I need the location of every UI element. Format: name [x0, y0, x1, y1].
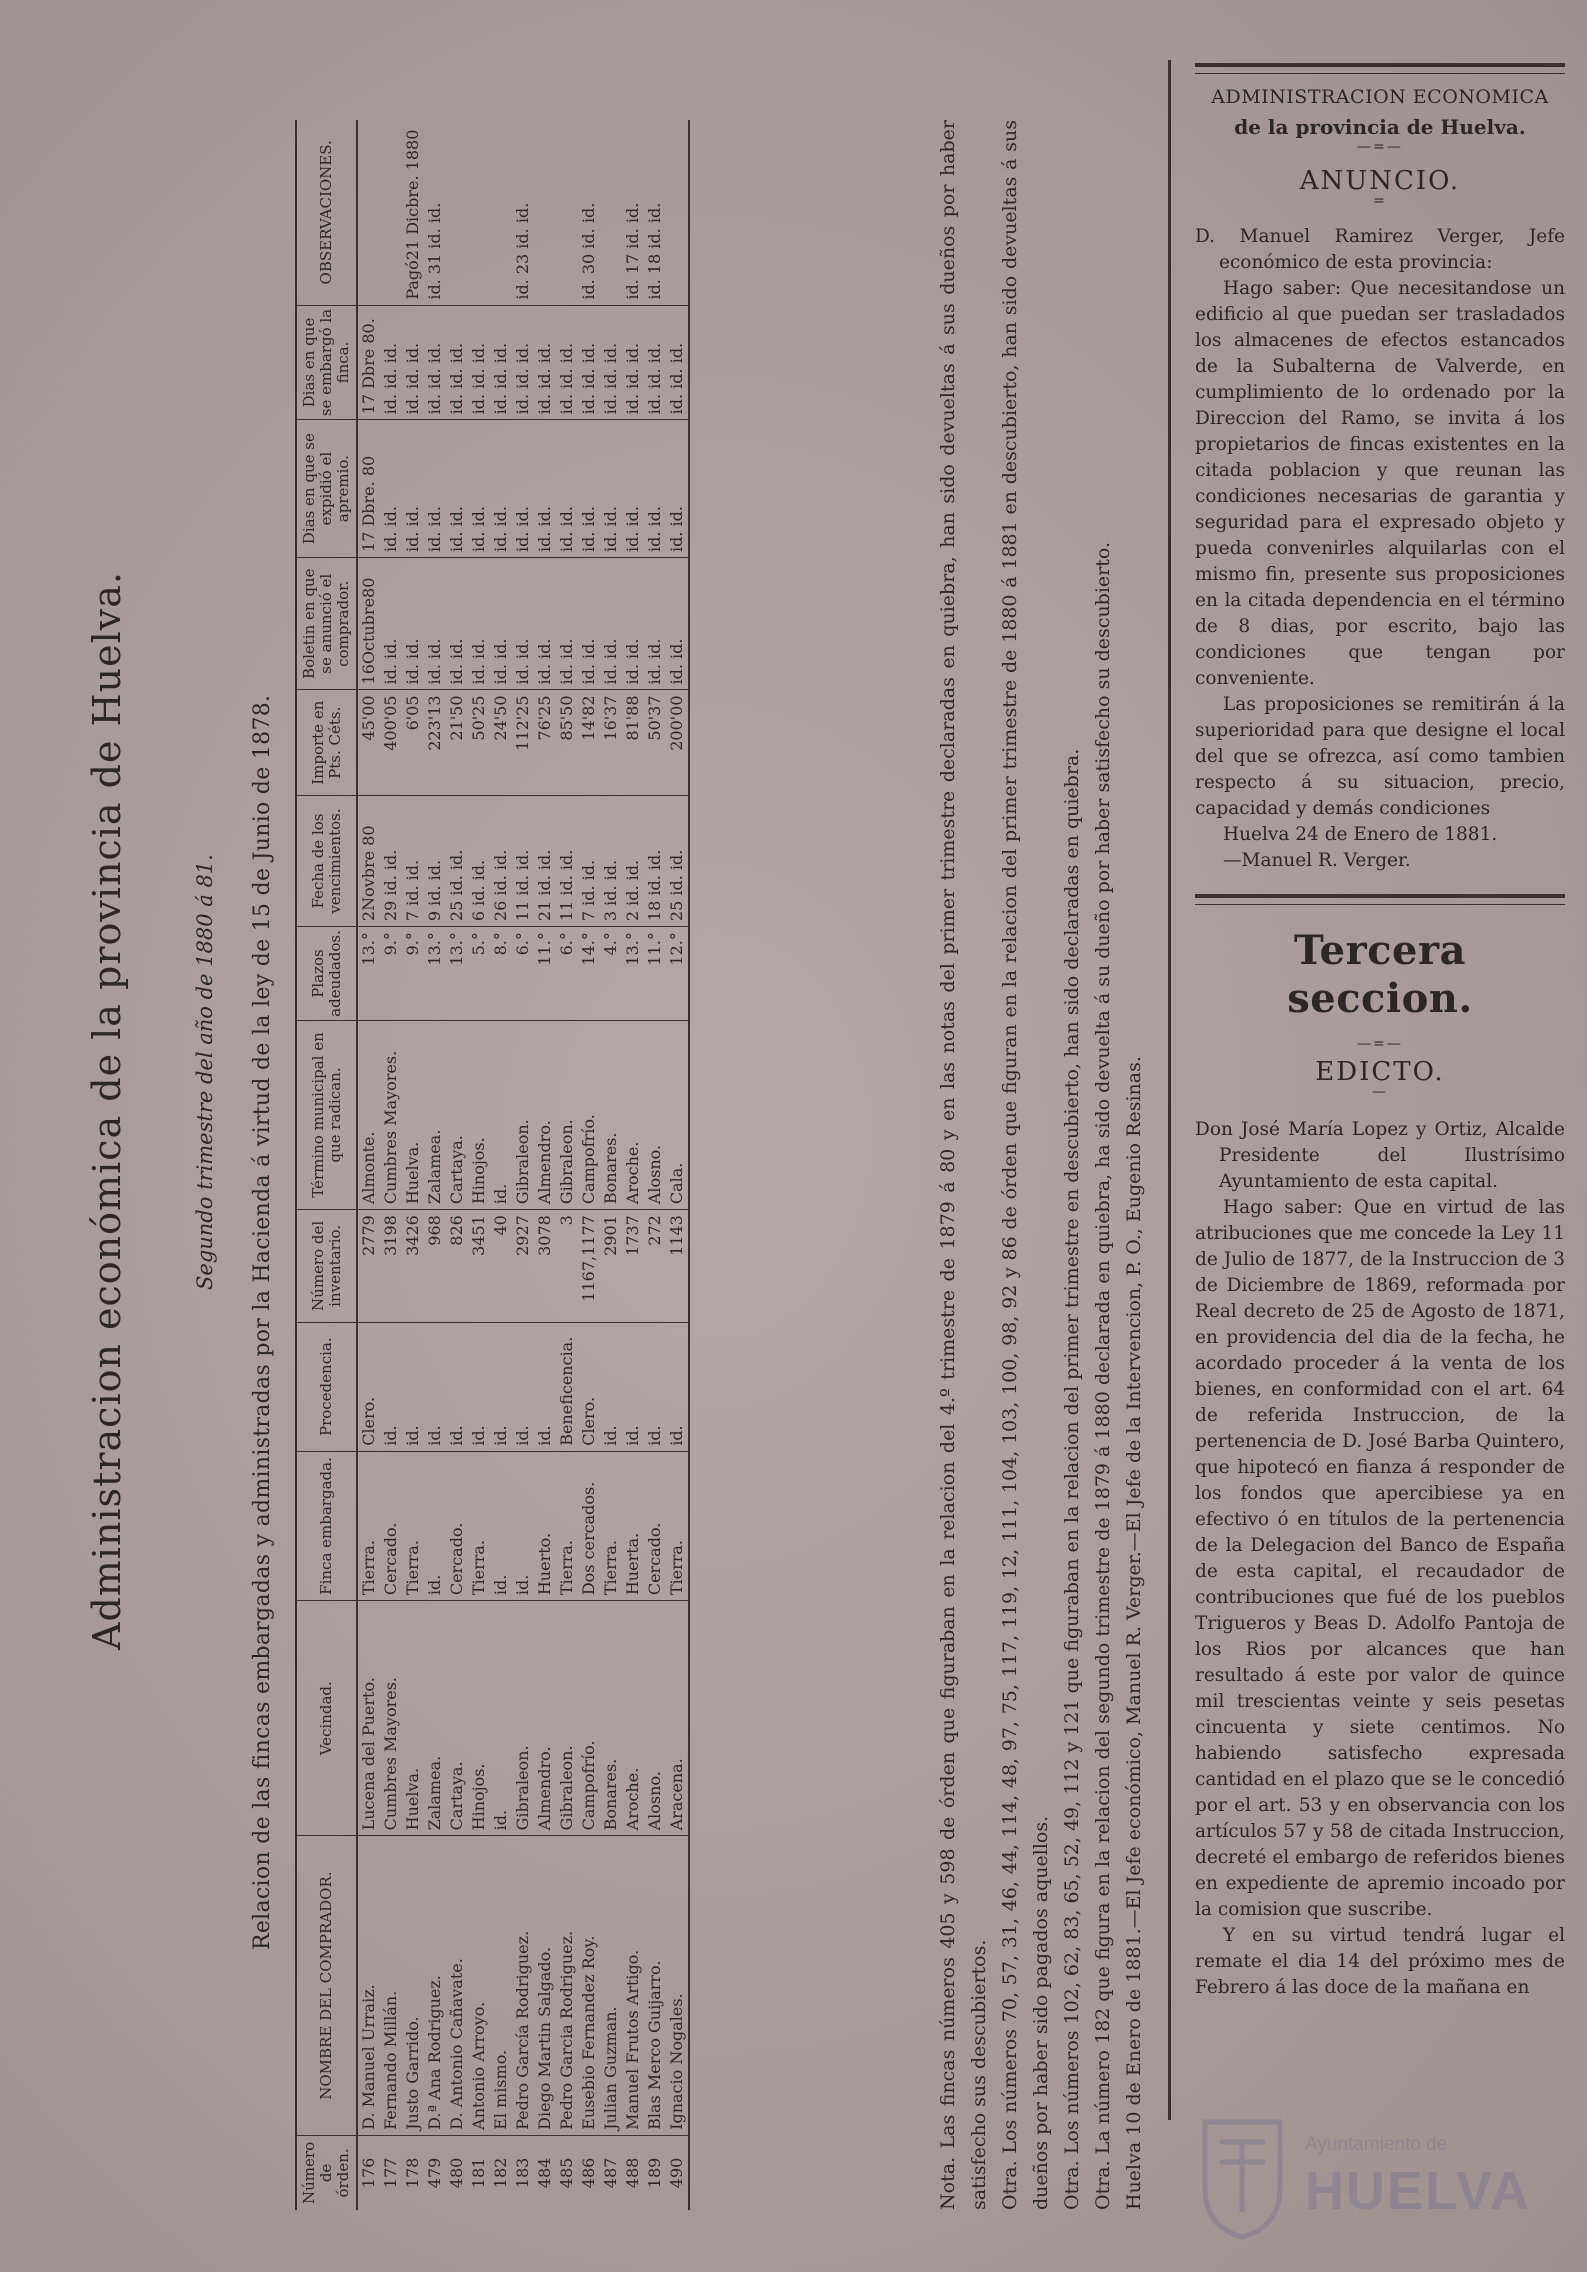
cell-finca: Tierra. — [666, 1451, 689, 1600]
rotated-table-section — [85, 70, 1200, 2250]
cell-embargo: id. id. id. — [666, 305, 689, 420]
cell-embargo: id. id. id. — [402, 305, 424, 420]
cell-fecha: 11 id. id. — [556, 795, 578, 926]
section-rule — [1195, 894, 1565, 905]
cell-termino: Almendro. — [534, 1020, 556, 1209]
cell-importe: 14'82 — [578, 690, 600, 795]
cell-finca: Tierra. — [357, 1451, 380, 1600]
cell-termino: Aroche. — [622, 1020, 644, 1209]
cell-procedencia: id. — [600, 1322, 622, 1451]
cell-embargo: id. id. id. — [446, 305, 468, 420]
cell-boletin: id. id. — [578, 557, 600, 690]
cell-num: 183 — [513, 2157, 532, 2189]
note-paragraph: Otra. Los números 102, 62, 83, 65, 52, 49, 112 y 121 que figuraban en la relacion del primer trimestre en descubierto, han sido declaradas en quiebra. — [1061, 748, 1083, 2210]
anuncio-intro: D. Manuel Ramirez Verger, Jefe económico de esta provincia: — [1195, 226, 1565, 273]
cell-termino: id. — [490, 1020, 512, 1209]
cell-inventario: 1167,1177 — [578, 1210, 600, 1322]
table-row — [424, 120, 446, 2210]
cell-obs — [534, 120, 556, 305]
cell-inventario: 3 — [556, 1210, 578, 1322]
table-row — [490, 120, 512, 2210]
cell-num: 486 — [579, 2157, 598, 2189]
ornament-mark: — — [1372, 1084, 1388, 1100]
cell-vecindad: Almendro. — [534, 1601, 556, 1836]
cell-obs — [380, 120, 402, 305]
cell-embargo: id. id. id. — [490, 305, 512, 420]
cell-vecindad: Cartaya. — [446, 1601, 468, 1836]
cell-procedencia: id. — [534, 1322, 556, 1451]
cell-vecindad: Bonares. — [600, 1601, 622, 1836]
cell-expidio: id. id. — [402, 420, 424, 558]
ornament-dash: —=— — [1357, 1036, 1403, 1052]
table-row — [622, 120, 644, 2210]
cell-importe: 223'13 — [424, 690, 446, 795]
cell-embargo: id. id. id. — [534, 305, 556, 420]
cell-obs — [357, 120, 380, 305]
cell-plazos: 13.° — [446, 927, 468, 1021]
cell-termino: Almonte. — [357, 1020, 380, 1209]
edicto-body-2: Y en su virtud tendrá lugar el remate el dia 14 del próximo mes de Febrero á las doce de la mañana en — [1195, 1925, 1565, 1998]
cell-termino: Campofrío. — [578, 1020, 600, 1209]
cell-termino: Alosno. — [644, 1020, 666, 1209]
cell-num: 177 — [381, 2157, 400, 2189]
cell-boletin: id. id. — [490, 557, 512, 690]
cell-fecha: 2Novbre 80 — [357, 795, 380, 926]
cell-importe: 50'37 — [644, 690, 666, 795]
cell-nombre: Antonio Arroyo. — [468, 1836, 490, 2135]
cell-fecha: 2 id. id. — [622, 795, 644, 926]
header-numero-orden: Número de órden. — [296, 2135, 357, 2210]
column-divider — [1168, 60, 1171, 2120]
cell-importe: 200'00 — [666, 690, 689, 795]
cell-fecha: 25 id. id. — [666, 795, 689, 926]
cell-fecha: 9 id. id. — [424, 795, 446, 926]
note-paragraph: Otra. Los números 70, 57, 31, 46, 44, 114, 48, 97, 75, 117, 119, 12, 111, 104, 103, 100, 98, 92 y 86 de órden que figuran en la relacion del primer trimestre de 1880 á 1881 en descubierto, han sido devueltas á sus dueños por haber sido pagados aquellos. — [999, 120, 1052, 2210]
cell-boletin: id. id. — [622, 557, 644, 690]
cell-procedencia: id. — [468, 1322, 490, 1451]
header-importe: Importe en Pts. Céts. — [296, 690, 357, 795]
cell-boletin: id. id. — [534, 557, 556, 690]
anuncio-date: Huelva 24 de Enero de 1881. — [1223, 824, 1498, 845]
cell-boletin: id. id. — [512, 557, 534, 690]
cell-vecindad: Zalamea. — [424, 1601, 446, 1836]
cell-procedencia: Clero. — [357, 1322, 380, 1451]
cell-nombre: Manuel Frutos Artigo. — [622, 1836, 644, 2135]
cell-boletin: id. id. — [380, 557, 402, 690]
cell-obs — [556, 120, 578, 305]
cell-num: 480 — [447, 2157, 466, 2189]
cell-boletin: id. id. — [556, 557, 578, 690]
cell-vecindad: Gibraleon. — [512, 1601, 534, 1836]
edicto-title: EDICTO. — [1315, 1057, 1445, 1087]
cell-vecindad: Cumbres Mayores. — [380, 1601, 402, 1836]
relation-title: Relacion de las fincas embargadas y administradas por la Hacienda á virtud de la ley de 15 de Junio de 1878. — [250, 694, 275, 1950]
cell-vecindad: Aracena. — [666, 1601, 689, 1836]
header-plazos: Plazos adeudados. — [296, 927, 357, 1021]
cell-importe: 85'50 — [556, 690, 578, 795]
cell-fecha: 6 id. id. — [468, 795, 490, 926]
cell-finca: Cercado. — [446, 1451, 468, 1600]
cell-fecha: 18 id. id. — [644, 795, 666, 926]
cell-finca: id. — [424, 1451, 446, 1600]
cell-finca: id. — [512, 1451, 534, 1600]
table-header-row — [296, 120, 357, 2210]
cell-nombre: Pedro Garcia Rodriguez. — [556, 1836, 578, 2135]
cell-importe: 112'25 — [512, 690, 534, 795]
right-column — [1195, 55, 1565, 2001]
watermark-label: Ayuntamiento de — [1305, 2134, 1448, 2155]
cell-expidio: id. id. — [644, 420, 666, 558]
cell-vecindad: Gibraleon. — [556, 1601, 578, 1836]
cell-termino: Hinojos. — [468, 1020, 490, 1209]
cell-termino: Cala. — [666, 1020, 689, 1209]
cell-procedencia: Clero. — [578, 1322, 600, 1451]
cell-termino: Cumbres Mayores. — [380, 1020, 402, 1209]
cell-nombre: Julian Guzman. — [600, 1836, 622, 2135]
cell-inventario: 3426 — [402, 1210, 424, 1322]
cell-inventario: 3078 — [534, 1210, 556, 1322]
cell-nombre: Justo Garrido. — [402, 1836, 424, 2135]
cell-boletin: id. id. — [468, 557, 490, 690]
ornament-dash: —=— — [1357, 139, 1403, 155]
cell-num: 189 — [645, 2157, 664, 2189]
cell-procedencia: id. — [490, 1322, 512, 1451]
cell-num: 487 — [601, 2157, 620, 2189]
main-title: Administracion económica de la provincia de Huelva. — [85, 570, 129, 1650]
cell-procedencia: Beneficencia. — [556, 1322, 578, 1451]
cell-plazos: 14.° — [578, 927, 600, 1021]
cell-num: 488 — [623, 2157, 642, 2189]
note-paragraph: Nota. Las fincas números 405 y 598 de órden que figuraban en la relacion del 4.º trimestre de 1879 á 80 y en las notas del primer trimestre declaradas en quiebra, han sido devueltas á sus dueños por haber satisfecho sus descubiertos. — [937, 120, 990, 2210]
header-expidio: Dias en que se expidió el apremio. — [296, 420, 357, 558]
header-procedencia: Procedencia. — [296, 1322, 357, 1451]
cell-importe: 400'05 — [380, 690, 402, 795]
cell-expidio: id. id. — [666, 420, 689, 558]
cell-nombre: Blas Merco Guijarro. — [644, 1836, 666, 2135]
cell-obs — [446, 120, 468, 305]
cell-boletin: id. id. — [600, 557, 622, 690]
cell-inventario: 40 — [490, 1210, 512, 1322]
cell-vecindad: id. — [490, 1601, 512, 1836]
table-row — [402, 120, 424, 2210]
cell-plazos: 4.° — [600, 927, 622, 1021]
cell-expidio: id. id. — [556, 420, 578, 558]
cell-obs — [468, 120, 490, 305]
cell-inventario: 3198 — [380, 1210, 402, 1322]
note-paragraph: Otra. La número 182 que figura en la relacion del segundo trimestre de 1879 á 1880 declarada en quiebra, ha sido devuelta á su dueño por haber satisfecho su descubierto. — [1092, 541, 1114, 2210]
cell-boletin: id. id. — [402, 557, 424, 690]
table-row — [380, 120, 402, 2210]
cell-embargo: id. id. id. — [468, 305, 490, 420]
cell-fecha: 26 id. id. — [490, 795, 512, 926]
cell-obs: Pagó21 Dicbre. 1880 — [402, 120, 424, 305]
ornament-mark: = — [1373, 193, 1387, 209]
anuncio-body-2: Las proposiciones se remitirán á la superioridad para que designe el local del que se ofrezca, así como tambien respecto á su situacion, precio, capacidad y demás condiciones — [1195, 694, 1565, 819]
cell-procedencia: id. — [424, 1322, 446, 1451]
cell-importe: 81'88 — [622, 690, 644, 795]
watermark-city: HUELVA — [1305, 2161, 1531, 2221]
cell-inventario: 272 — [644, 1210, 666, 1322]
table-row — [357, 120, 380, 2210]
cell-fecha: 11 id. id. — [512, 795, 534, 926]
cell-plazos: 9.° — [380, 927, 402, 1021]
header-finca: Finca embargada. — [296, 1451, 357, 1600]
cell-procedencia: id. — [446, 1322, 468, 1451]
table-row — [512, 120, 534, 2210]
cell-nombre: Ignacio Nogales. — [666, 1836, 689, 2135]
cell-num: 490 — [666, 2135, 689, 2210]
admin-subheading: de la provincia de Huelva. — [1234, 115, 1526, 139]
cell-plazos: 9.° — [402, 927, 424, 1021]
cell-plazos: 6.° — [512, 927, 534, 1021]
anuncio-signature: —Manuel R. Verger. — [1223, 850, 1411, 871]
cell-finca: Tierra. — [402, 1451, 424, 1600]
cell-embargo: id. id. id. — [578, 305, 600, 420]
cell-vecindad: Aroche. — [622, 1601, 644, 1836]
anuncio-body: Hago saber: Que necesitandose un edificio al que puedan ser trasladados los almacenes de efectos estancados de la Subalterna de Valverde, en cumplimiento de lo ordenado por la Direccion del Ramo, se invita á los propietarios de fincas existentes en la citada poblacion y que reunan las condiciones necesarias de garantia y seguridad para el expresado objeto y pueda convenirles alquilarlas con el mismo fin, presente sus proposiciones en la citada dependencia en el término de 8 dias, por escrito, bajo las condiciones que tengan por conveniente. — [1195, 278, 1565, 689]
cell-expidio: id. id. — [446, 420, 468, 558]
edicto-intro: Don José María Lopez y Ortiz, Alcalde Presidente del Ilustrísimo Ayuntamiento de esta capital. — [1195, 1119, 1565, 1192]
cell-nombre: D. Manuel Urraiz. — [357, 1836, 380, 2135]
cell-expidio: 17 Dbre. 80 — [357, 420, 380, 558]
cell-plazos: 13.° — [622, 927, 644, 1021]
header-termino: Término municipal en que radican. — [296, 1020, 357, 1209]
cell-nombre: Eusebio Fernandez Roy. — [578, 1836, 600, 2135]
cell-embargo: id. id. id. — [556, 305, 578, 420]
cell-num: 178 — [403, 2157, 422, 2189]
cell-vecindad: Lucena del Puerto. — [357, 1601, 380, 1836]
cell-inventario: 826 — [446, 1210, 468, 1322]
cell-importe: 16'37 — [600, 690, 622, 795]
cell-expidio: id. id. — [512, 420, 534, 558]
table-row — [446, 120, 468, 2210]
cell-finca: id. — [490, 1451, 512, 1600]
notes-block — [933, 120, 1150, 2210]
cell-plazos: 11.° — [534, 927, 556, 1021]
anuncio-title: ANUNCIO. — [1299, 166, 1461, 196]
cell-inventario: 1737 — [622, 1210, 644, 1322]
cell-num: 176 — [359, 2157, 378, 2189]
cell-procedencia: id. — [512, 1322, 534, 1451]
cell-plazos: 5.° — [468, 927, 490, 1021]
cell-finca: Huerto. — [534, 1451, 556, 1600]
cell-expidio: id. id. — [468, 420, 490, 558]
admin-heading: ADMINISTRACION ECONOMICA — [1211, 86, 1549, 108]
cell-expidio: id. id. — [380, 420, 402, 558]
cell-finca: Dos cercados. — [578, 1451, 600, 1600]
cell-procedencia: id. — [402, 1322, 424, 1451]
cell-importe: 21'50 — [446, 690, 468, 795]
cell-embargo: id. id. id. — [512, 305, 534, 420]
cell-procedencia: id. — [380, 1322, 402, 1451]
cell-obs — [490, 120, 512, 305]
cell-inventario: 968 — [424, 1210, 446, 1322]
cell-fecha: 21 id. id. — [534, 795, 556, 926]
cell-embargo: id. id. id. — [600, 305, 622, 420]
cell-inventario: 2901 — [600, 1210, 622, 1322]
cell-nombre: D. Antonio Cañavate. — [446, 1836, 468, 2135]
cell-obs: id. 18 id. id. — [644, 120, 666, 305]
cell-plazos: 12.° — [666, 927, 689, 1021]
cell-finca: Huerta. — [622, 1451, 644, 1600]
header-observaciones: OBSERVACIONES. — [296, 120, 357, 305]
cell-fecha: 25 id. id. — [446, 795, 468, 926]
cell-inventario: 3451 — [468, 1210, 490, 1322]
cell-nombre: D.ª Ana Rodriguez. — [424, 1836, 446, 2135]
cell-procedencia: id. — [644, 1322, 666, 1451]
cell-expidio: id. id. — [424, 420, 446, 558]
cell-termino: Gibraleon. — [556, 1020, 578, 1209]
cell-finca: Tierra. — [468, 1451, 490, 1600]
cell-nombre: Fernando Millán. — [380, 1836, 402, 2135]
archive-watermark — [1195, 2112, 1555, 2247]
cell-boletin: id. id. — [644, 557, 666, 690]
table-row — [644, 120, 666, 2210]
cell-obs — [666, 120, 689, 305]
table-row — [600, 120, 622, 2210]
header-boletin: Boletin en que se anunció el comprador. — [296, 557, 357, 690]
section-title: Tercera seccion. — [1287, 927, 1473, 1022]
cell-termino: Huelva. — [402, 1020, 424, 1209]
cell-embargo: id. id. id. — [622, 305, 644, 420]
cell-termino: Cartaya. — [446, 1020, 468, 1209]
cell-num: 479 — [425, 2157, 444, 2189]
header-fecha: Fecha de los vencimientos. — [296, 795, 357, 926]
cell-vecindad: Hinojos. — [468, 1601, 490, 1836]
header-inventario: Número del inventario. — [296, 1210, 357, 1322]
cell-plazos: 13.° — [357, 927, 380, 1021]
cell-embargo: id. id. id. — [644, 305, 666, 420]
cell-termino: Gibraleon. — [512, 1020, 534, 1209]
embargo-table — [295, 120, 690, 2210]
cell-fecha: 7 id. id. — [402, 795, 424, 926]
cell-num: 182 — [491, 2157, 510, 2189]
cell-fecha: 7 id. id. — [578, 795, 600, 926]
cell-plazos: 6.° — [556, 927, 578, 1021]
cell-finca: Tierra. — [600, 1451, 622, 1600]
cell-importe: 45'00 — [357, 690, 380, 795]
cell-nombre: Diego Martin Salgado. — [534, 1836, 556, 2135]
edicto-body: Hago saber: Que en virtud de las atribuciones que me concede la Ley 11 de Julio de 1877, de la Instruccion de 3 de Diciembre de 1869, reformada por Real decreto de 25 de Agosto de 1871, en providencia del dia de la fecha, he acordado proceder á la venta de los bienes, en conformidad con el art. 64 de referida Instruccion, de la pertenencia de D. José Barba Quintero, que hipotecó en fianza á responder de los fondos que apercibiese ya en efectivo ó en títulos de la pertenencia de la Delegacion del Banco de España de esta capital, el recaudador de contribuciones que fué de los pueblos Trigueros y Beas D. Adolfo Pantoja de los Rios por alcances que han resultado á este por valor de quince mil trescientas veinte y seis pesetas cincuenta y siete centimos. No habiendo satisfecho expresada cantidad en el plazo que se le concedió por el art. 53 y en observancia con los artículos 57 y 58 de citada Instruccion, decreté el embargo de referidos bienes en expediente de apremio incoado por la comision que suscribe. — [1195, 1197, 1565, 1920]
cell-nombre: El mismo. — [490, 1836, 512, 2135]
cell-plazos: 13.° — [424, 927, 446, 1021]
cell-procedencia: id. — [666, 1322, 689, 1451]
cell-plazos: 11.° — [644, 927, 666, 1021]
cell-boletin: 16Octubre80 — [357, 557, 380, 690]
header-vecindad: Vecindad. — [296, 1601, 357, 1836]
coat-of-arms-icon — [1195, 2112, 1290, 2242]
cell-importe: 24'50 — [490, 690, 512, 795]
cell-plazos: 8.° — [490, 927, 512, 1021]
cell-inventario: 2779 — [357, 1210, 380, 1322]
cell-importe: 76'25 — [534, 690, 556, 795]
cell-boletin: id. id. — [666, 557, 689, 690]
cell-nombre: Pedro García Rodriguez. — [512, 1836, 534, 2135]
cell-inventario: 2927 — [512, 1210, 534, 1322]
table-row — [556, 120, 578, 2210]
cell-expidio: id. id. — [534, 420, 556, 558]
table-row — [578, 120, 600, 2210]
cell-fecha: 3 id. id. — [600, 795, 622, 926]
cell-expidio: id. id. — [490, 420, 512, 558]
cell-obs: id. 31 id. id. — [424, 120, 446, 305]
note-signature: Huelva 10 de Enero de 1881.—El Jefe económico, Manuel R. Verger.—El Jefe de la Intervencion, P. O., Eugenio Resinas. — [1123, 1056, 1145, 2210]
cell-finca: Tierra. — [556, 1451, 578, 1600]
header-nombre: NOMBRE DEL COMPRADOR. — [296, 1836, 357, 2135]
cell-boletin: id. id. — [446, 557, 468, 690]
cell-obs — [600, 120, 622, 305]
cell-num: 484 — [535, 2157, 554, 2189]
cell-expidio: id. id. — [578, 420, 600, 558]
cell-finca: Cercado. — [380, 1451, 402, 1600]
cell-obs: id. 30 id. id. — [578, 120, 600, 305]
table-row — [666, 120, 689, 2210]
cell-importe: 6'05 — [402, 690, 424, 795]
table-row — [468, 120, 490, 2210]
cell-embargo: id. id. id. — [380, 305, 402, 420]
cell-expidio: id. id. — [600, 420, 622, 558]
cell-importe: 50'25 — [468, 690, 490, 795]
cell-num: 181 — [469, 2157, 488, 2189]
cell-procedencia: id. — [622, 1322, 644, 1451]
cell-vecindad: Alosno. — [644, 1601, 666, 1836]
top-rule — [1195, 63, 1565, 74]
cell-num: 485 — [557, 2157, 576, 2189]
cell-vecindad: Huelva. — [402, 1601, 424, 1836]
cell-obs: id. 17 id. id. — [622, 120, 644, 305]
cell-obs: id. 23 id. id. — [512, 120, 534, 305]
table-row — [534, 120, 556, 2210]
cell-boletin: id. id. — [424, 557, 446, 690]
cell-fecha: 29 id. id. — [380, 795, 402, 926]
cell-termino: Zalamea. — [424, 1020, 446, 1209]
cell-expidio: id. id. — [622, 420, 644, 558]
cell-embargo: id. id. id. — [424, 305, 446, 420]
cell-embargo: 17 Dbre 80. — [357, 305, 380, 420]
subtitle: Segundo trimestre del año de 1880 á 81. — [193, 854, 217, 1290]
cell-inventario: 1143 — [666, 1210, 689, 1322]
cell-termino: Bonares. — [600, 1020, 622, 1209]
cell-vecindad: Campofrío. — [578, 1601, 600, 1836]
header-embargo: Dias en que se embargó la finca. — [296, 305, 357, 420]
cell-finca: Cercado. — [644, 1451, 666, 1600]
